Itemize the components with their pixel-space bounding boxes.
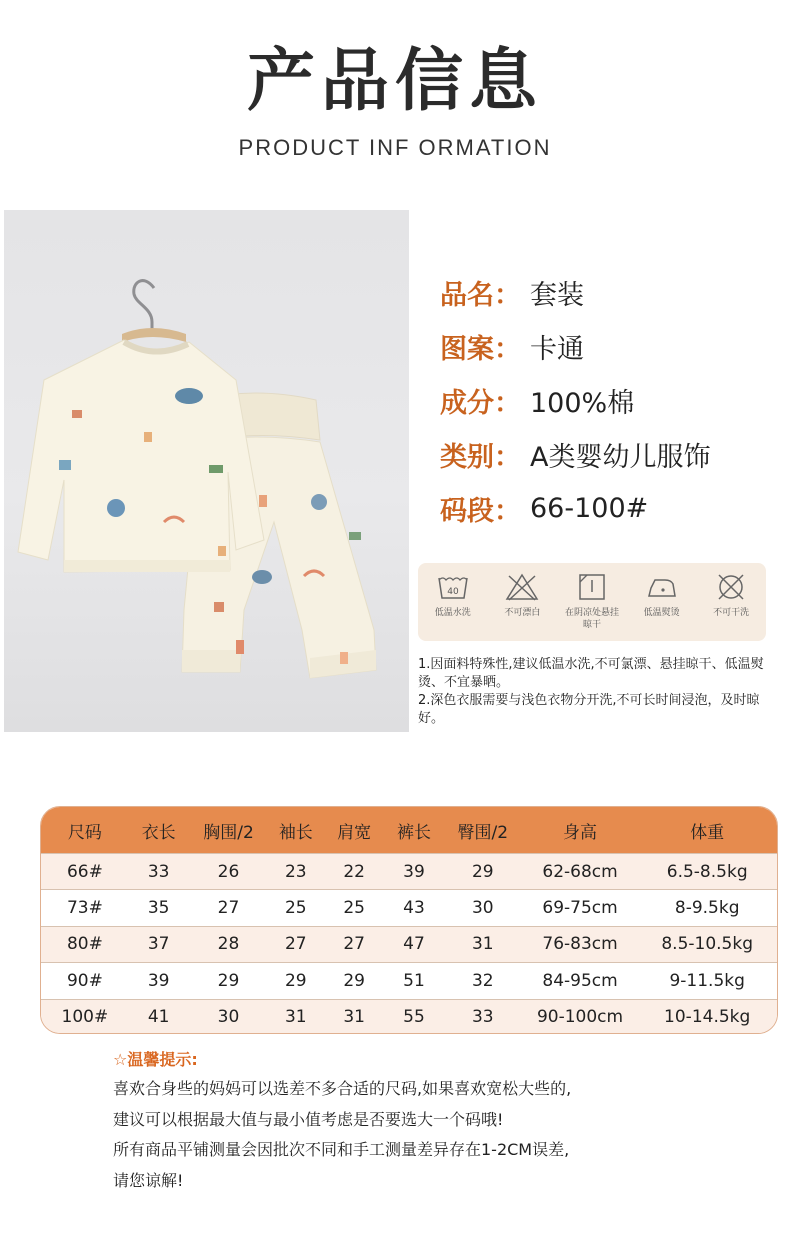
- table-cell: 51: [403, 970, 425, 991]
- info-value: 套装: [530, 279, 584, 311]
- header-cell: 臀围/2: [457, 822, 509, 843]
- table-cell: 10-14.5kg: [664, 1007, 751, 1028]
- care-item-iron: [629, 572, 695, 619]
- warm-tips: [113, 1046, 733, 1196]
- table-cell: 30: [217, 1007, 240, 1028]
- table-cell: 66#: [66, 861, 103, 882]
- shade-dry-icon: [575, 572, 609, 602]
- table-cell: 39: [147, 970, 170, 991]
- table-cell: 62-68cm: [542, 861, 618, 882]
- info-key: 图案：: [440, 333, 521, 365]
- table-cell: 23: [284, 861, 307, 882]
- info-key: 成分：: [440, 387, 521, 419]
- table-cell: 33: [471, 1007, 494, 1028]
- table-row: [41, 853, 777, 889]
- table-cell: 29: [284, 970, 307, 991]
- tips-title: ☆温馨提示:: [113, 1050, 198, 1069]
- table-row: [41, 926, 777, 962]
- table-cell: 26: [217, 861, 240, 882]
- info-key: 品名：: [440, 279, 521, 311]
- table-cell: 47: [403, 934, 425, 955]
- table-cell: 31: [284, 1007, 307, 1028]
- header-cell: 袖长: [278, 822, 313, 843]
- care-label: 在阴凉处悬挂晾干: [564, 608, 619, 630]
- info-value: 100%棉: [530, 387, 635, 419]
- table-cell: 29: [343, 970, 365, 991]
- table-cell: 22: [343, 861, 365, 882]
- info-value: A类婴幼儿服饰: [530, 441, 711, 473]
- table-cell: 69-75cm: [542, 898, 618, 919]
- header-cell: 身高: [563, 822, 598, 843]
- table-cell: 6.5-8.5kg: [666, 861, 748, 882]
- table-cell: 27: [217, 898, 240, 919]
- info-key: 类别：: [440, 441, 521, 473]
- table-cell: 27: [284, 934, 307, 955]
- no-bleach-icon: [505, 572, 539, 602]
- header-cell: 体重: [690, 822, 725, 843]
- table-cell: 41: [147, 1007, 170, 1028]
- care-instructions: [418, 563, 766, 641]
- info-row-category: [440, 427, 710, 481]
- table-cell: 29: [471, 861, 494, 882]
- svg-text:40: 40: [447, 587, 459, 597]
- info-row-name: [440, 265, 710, 319]
- care-item-dry: [559, 572, 625, 631]
- table-cell: 84-95cm: [542, 970, 618, 991]
- product-photo: [4, 210, 409, 732]
- table-cell: 27: [343, 934, 365, 955]
- care-note: 1.因面料特殊性,建议低温水洗,不可氯漂、悬挂晾干、低温熨烫、不宜暴晒。: [418, 657, 764, 690]
- info-row-pattern: [440, 319, 710, 373]
- care-label: 低温熨烫: [643, 608, 680, 618]
- table-cell: 25: [343, 898, 365, 919]
- table-cell: 76-83cm: [542, 934, 618, 955]
- care-notes: [418, 656, 768, 728]
- tips-line: 所有商品平铺测量会因批次不同和手工测量差异存在1-2CM误差,: [113, 1140, 570, 1159]
- table-cell: 8.5-10.5kg: [661, 934, 754, 955]
- table-cell: 37: [147, 934, 170, 955]
- low-iron-icon: [645, 572, 679, 602]
- info-key: 码段：: [440, 495, 521, 527]
- wash-40-icon: [436, 572, 470, 602]
- table-cell: 28: [217, 934, 240, 955]
- table-cell: 8-9.5kg: [674, 898, 740, 919]
- table-cell: 73#: [66, 898, 103, 919]
- tips-line: 请您谅解!: [113, 1170, 184, 1190]
- table-cell: 80#: [66, 934, 103, 955]
- header-cell: 肩宽: [337, 822, 372, 843]
- care-note: 2.深色衣服需要与浅色衣物分开洗,不可长时间浸泡，及时晾好。: [418, 693, 760, 726]
- header-cell: 衣长: [141, 822, 176, 843]
- table-cell: 31: [471, 934, 494, 955]
- header-cell: 裤长: [396, 822, 431, 843]
- care-label: 不可漂白: [504, 608, 541, 618]
- table-cell: 43: [403, 898, 425, 919]
- page-title: 产品信息: [246, 42, 543, 121]
- size-table-header: [41, 807, 777, 853]
- hanger-image: [134, 281, 154, 332]
- size-table: [40, 806, 778, 1034]
- table-cell: 39: [403, 861, 425, 882]
- product-info-list: [440, 265, 710, 535]
- table-cell: 25: [284, 898, 307, 919]
- table-row: [41, 999, 777, 1034]
- info-value: 66-100#: [530, 492, 649, 524]
- table-cell: 30: [471, 898, 494, 919]
- table-cell: 90-100cm: [536, 1007, 624, 1028]
- page-subtitle: PRODUCT INF ORMATION: [238, 135, 552, 160]
- table-cell: 29: [217, 970, 240, 991]
- table-cell: 33: [147, 861, 170, 882]
- shirt-image: [18, 340, 264, 572]
- care-item-bleach: [489, 572, 555, 619]
- tips-line: 建议可以根据最大值与最小值考虑是否要选大一个码哦!: [113, 1109, 504, 1129]
- table-row: [41, 962, 777, 998]
- care-item-dryclean: [698, 572, 764, 619]
- table-cell: 90#: [66, 970, 103, 991]
- info-value: 卡通: [530, 333, 584, 365]
- table-cell: 9-11.5kg: [669, 970, 745, 991]
- care-item-wash: [420, 572, 486, 619]
- care-label: 不可干洗: [713, 608, 750, 618]
- info-row-material: [440, 373, 710, 427]
- table-cell: 31: [343, 1007, 365, 1028]
- table-cell: 32: [471, 970, 494, 991]
- no-tumble-dry-icon: [714, 572, 748, 602]
- table-cell: 35: [147, 898, 170, 919]
- tips-line: 喜欢合身些的妈妈可以选差不多合适的尺码,如果喜欢宽松大些的,: [113, 1079, 572, 1098]
- table-row: [41, 889, 777, 925]
- info-row-size-range: [440, 481, 710, 535]
- table-cell: 100#: [61, 1007, 109, 1028]
- care-label: 低温水洗: [434, 608, 471, 618]
- table-cell: 55: [403, 1007, 425, 1028]
- header-cell: 尺码: [67, 822, 102, 843]
- header-cell: 胸围/2: [203, 822, 254, 843]
